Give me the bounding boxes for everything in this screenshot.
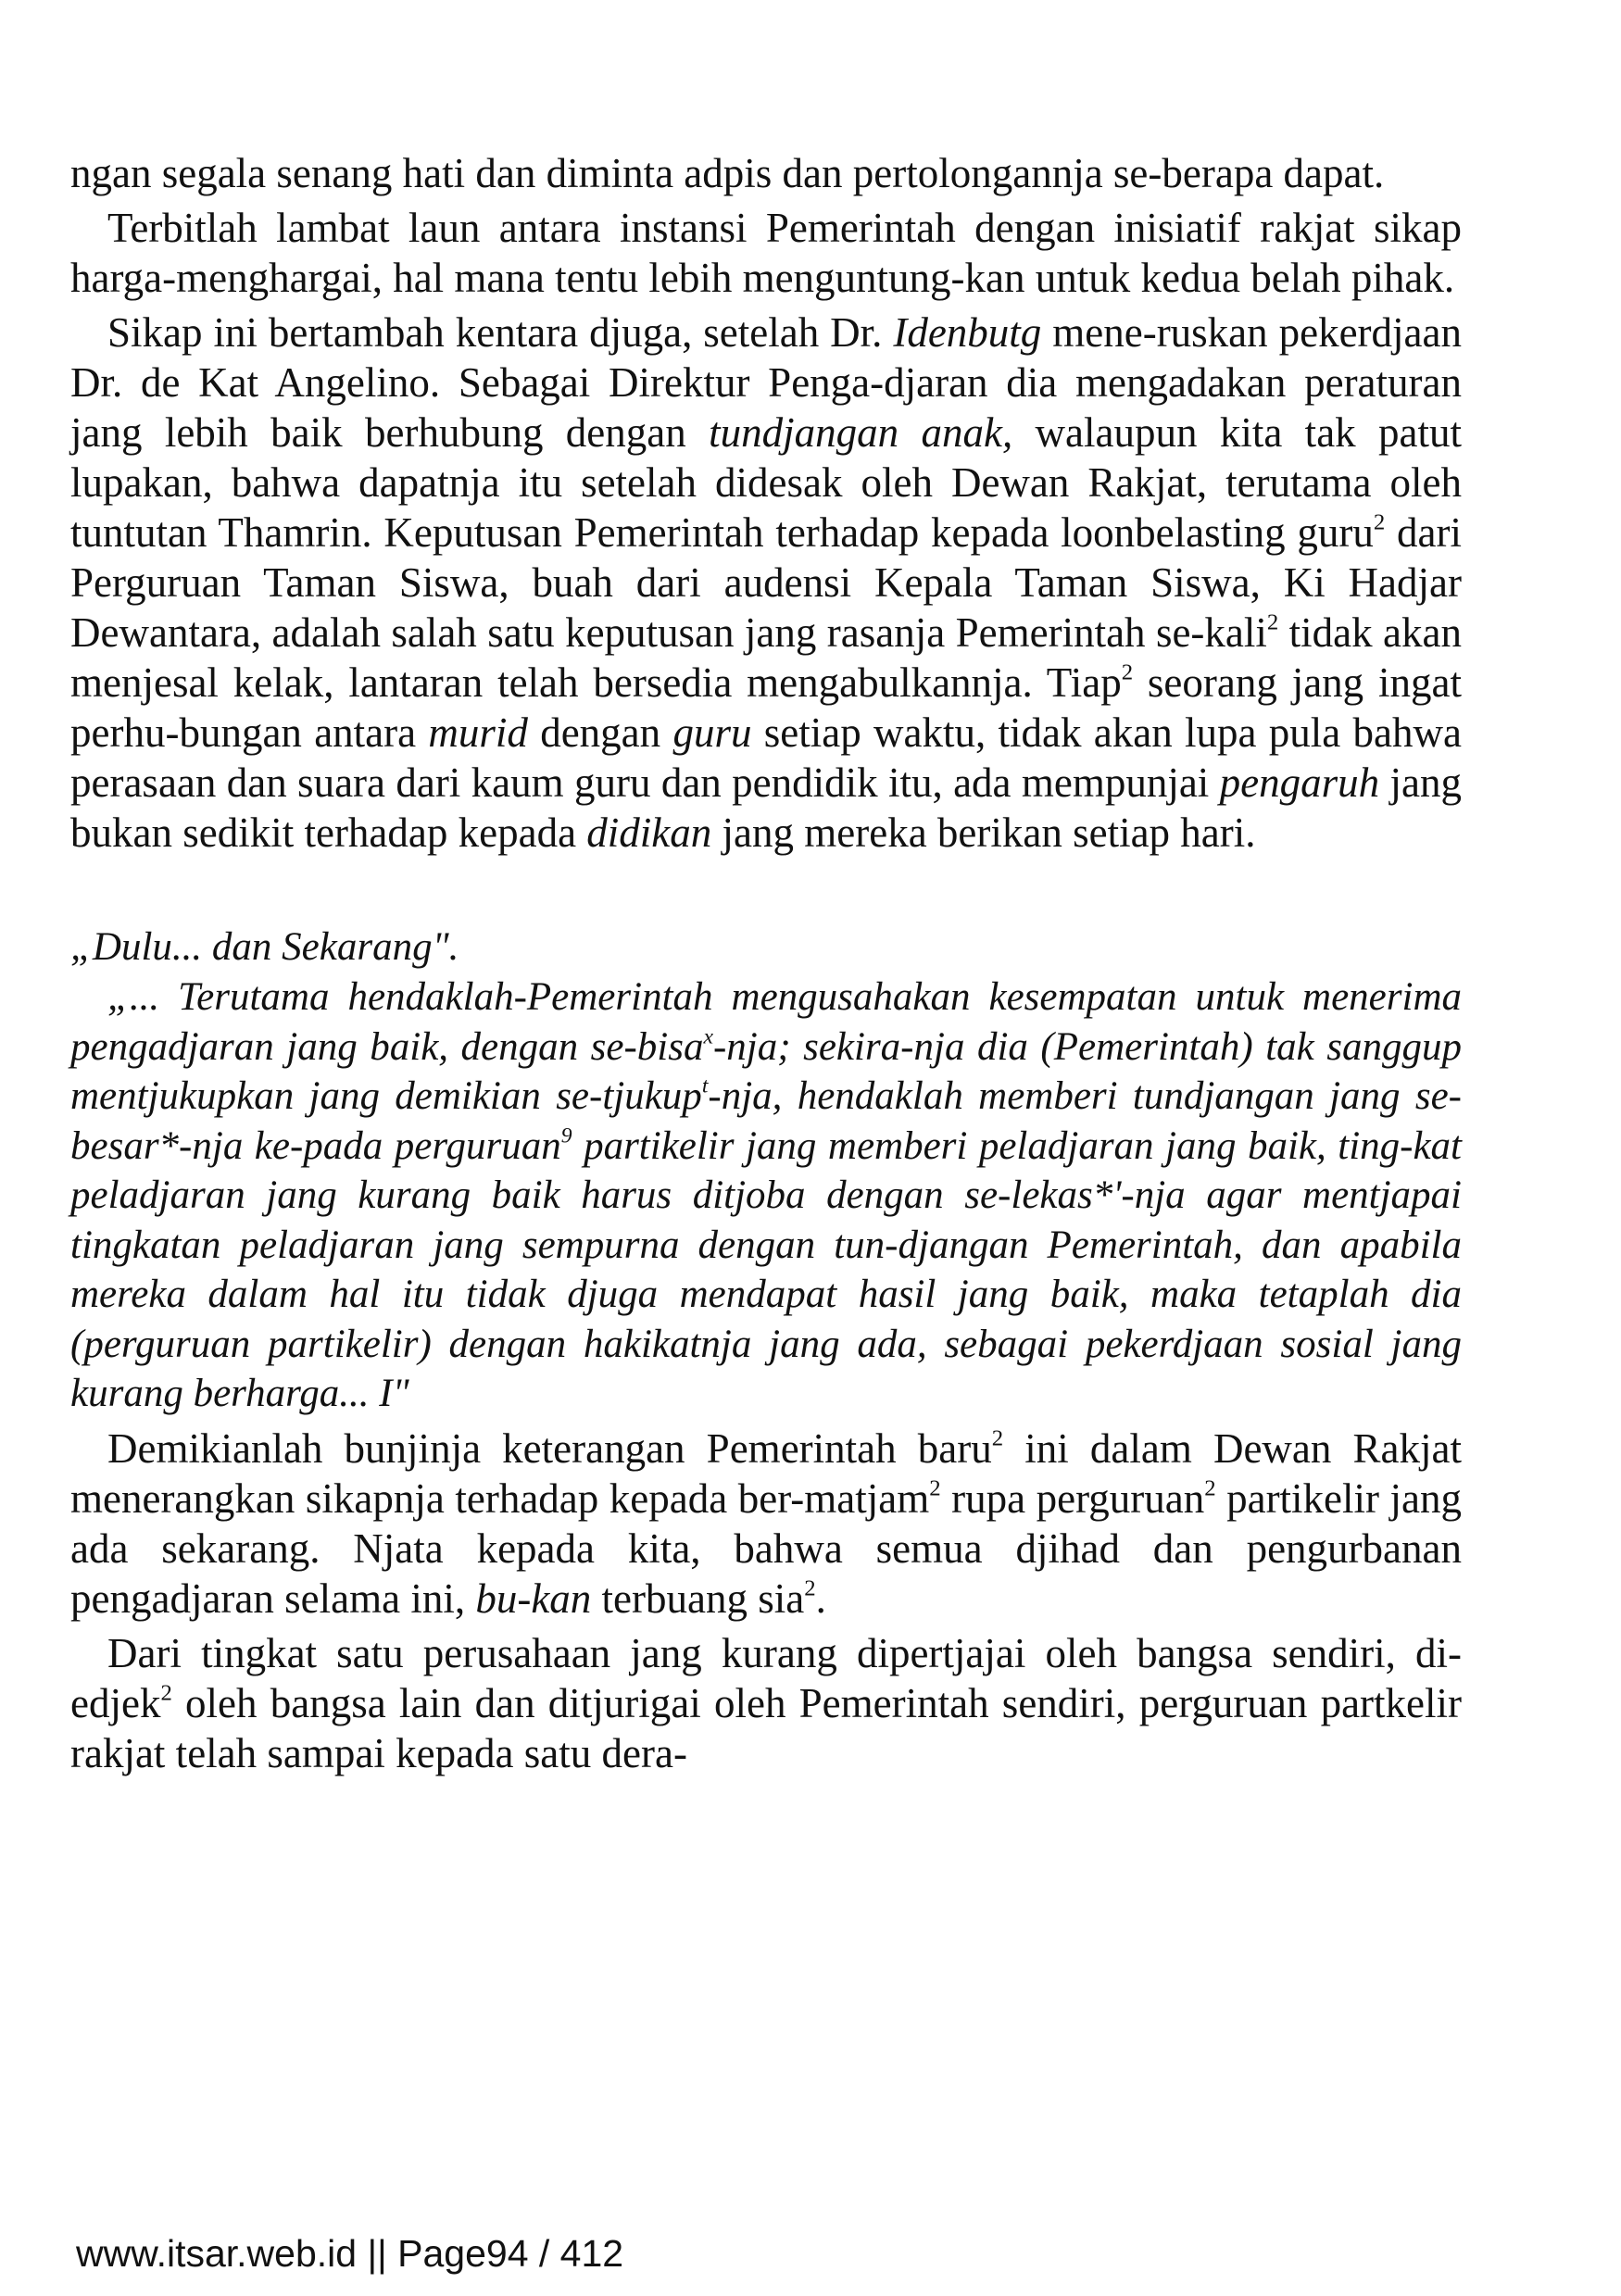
reduplication-mark: 2 [991, 1424, 1004, 1450]
paragraph-2 [70, 203, 1462, 303]
page-footer: www.itsar.web.id || Page94 / 412 [76, 2232, 624, 2275]
section-heading: „Dulu... dan Sekarang". [70, 925, 459, 969]
document-body [70, 148, 1462, 1783]
emphasis-idenbutg: Idenbutg [893, 309, 1042, 356]
reduplication-mark: 2 [804, 1575, 816, 1600]
reduplication-mark: 2 [1121, 659, 1134, 685]
reduplication-mark: 2 [1373, 509, 1386, 535]
paragraph-5: Dari tingkat satu perusahaan jang kurang dipertjajai oleh bangsa sendiri, di-edjek$^2$ oleh bangsa lain dan ditjurigai oleh Pemerintah sendiri, perguruan partkelir rakjat telah sampai kepada satu dera- [70, 1629, 1462, 1776]
emphasis-tundjangan-anak: tundjangan anak, [709, 409, 1013, 456]
emphasis-didikan: didikan [586, 809, 712, 856]
quotation-block: „... Terutama hendaklah-Pemerintah mengusahakan kesempatan untuk menerima pengadjaran jang baik, dengan se-bisa$^x$-nja; sekira-nja dia (Pemerintah) tak sanggup mentjukupkan jang demikian se-tjukup$^t$-nja, hendaklah memberi tundjangan jang se-besar*-nja ke-pada perguruan$^9$ partikelir jang memberi peladjaran jang baik, ting-kat peladjaran jang kurang baik harus ditjoba dengan se-lekas*'-nja agar mentjapai tingkatan peladjaran jang sempurna dengan tun-djangan Pemerintah, dan apabila mereka dalam hal itu tidak djuga mendapat hasil jang baik, maka tetaplah dia (perguruan partikelir) dengan hakikatnja jang ada, sebagai pekerdjaan sosial jang kurang berharga... I" [70, 975, 1462, 1415]
superscript-mark: 9 [560, 1123, 572, 1148]
superscript-mark: t [701, 1073, 709, 1098]
emphasis-murid: murid [428, 709, 528, 756]
superscript-mark: x [703, 1023, 713, 1048]
reduplication-mark: 2 [1204, 1474, 1216, 1500]
emphasis-pengaruh: pengaruh [1219, 759, 1380, 806]
emphasis-guru: guru [672, 709, 752, 756]
paragraph-3: Sikap ini bertambah kentara djuga, setelah Dr. Idenbutg mene-ruskan pekerdjaan Dr. de Kat Angelino. Sebagai Direktur Penga-djaran dia mengadakan peraturan jang lebih baik berhubung dengan tundjangan anak, walaupun kita tak patut lupakan, bahwa dapatnja itu setelah didesak oleh Dewan Rakjat, terutama oleh tuntutan Thamrin. Keputusan Pemerintah terhadap kepada loonbelasting guru$^2$ dari Perguruan Taman Siswa, buah dari audensi Kepala Taman Siswa, Ki Hadjar Dewantara, adalah salah satu keputusan jang rasanja Pemerintah se-kali$^2$ tidak akan menjesal kelak, lantaran telah bersedia mengabulkannja. Tiap$^2$ seorang jang ingat perhu-bungan antara murid dengan guru setiap waktu, tidak akan lupa pula bahwa perasaan dan suara dari kaum guru dan pendidik itu, ada mempunjai pengaruh jang bukan sedikit terhadap kepada didikan jang mereka berikan setiap hari. [70, 309, 1463, 856]
paragraph-4: Demikianlah bunjinja keterangan Pemerintah baru$^2$ ini dalam Dewan Rakjat menerangkan sikapnja terhadap kepada ber-matjam$^2$ rupa perguruan$^2$ partikelir jang ada sekarang. Njata kepada kita, bahwa semua djihad dan pengurbanan pengadjaran selama ini, bu-kan terbuang sia$^2$. [70, 1424, 1463, 1622]
reduplication-mark: 2 [1266, 609, 1279, 635]
reduplication-mark: 2 [929, 1474, 941, 1500]
paragraph-1 [70, 148, 1462, 198]
emphasis-bukan: bu-kan [475, 1575, 592, 1622]
paragraph-2-text: Terbitlah lambat laun antara instansi Pemerintah dengan inisiatif rakjat sikap harga-menghargai, hal mana tentu lebih menguntung-kan untuk kedua belah pihak. [70, 205, 1462, 301]
reduplication-mark: 2 [160, 1679, 172, 1705]
paragraph-1-text: ngan segala senang hati dan diminta adpis dan pertolongannja se-berapa dapat. [70, 150, 1385, 196]
